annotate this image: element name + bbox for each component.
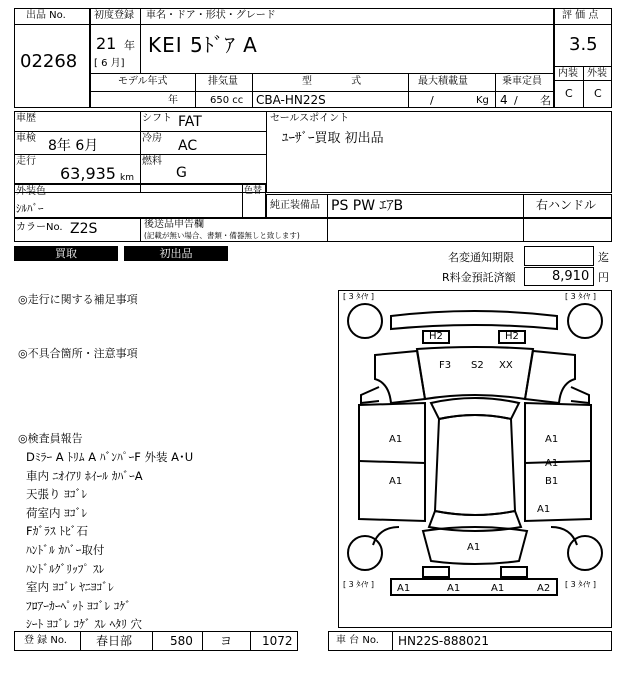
hood-outline <box>417 347 533 399</box>
reg-kana: ヨ <box>220 634 233 648</box>
damage-xx: XX <box>499 360 513 371</box>
mileage-unit: km <box>120 173 134 183</box>
reg-office: 春日部 <box>96 634 133 648</box>
driving-notes-label: ◎走行に関する補足事項 <box>18 293 138 306</box>
exterior-label: 外装 <box>587 68 607 79</box>
damage-bumper-3: A1 <box>491 583 505 594</box>
damage-right-quarter: A1 <box>537 504 551 515</box>
damage-h2-right: H2 <box>505 331 519 342</box>
color-change-label: 色替 <box>244 186 263 196</box>
color-label: 外装色 <box>16 186 46 197</box>
damage-rear-glass: A1 <box>467 542 481 553</box>
first-reg-month: [ 6 月] <box>94 58 125 69</box>
report-line: Fｶﾞﾗｽ ﾄﾋﾞ石 <box>26 524 89 539</box>
year-unit: 年 <box>124 39 135 52</box>
roof <box>435 415 515 515</box>
mirror-left <box>361 387 379 403</box>
ac-value: AC <box>178 138 198 154</box>
chassis-label: 車 台 No. <box>336 635 379 646</box>
history-label: 車歴 <box>16 113 36 124</box>
damage-h2-left: H2 <box>429 331 443 342</box>
report-line: Dﾐﾗｰ A ﾄﾘﾑ A ﾊﾞﾝﾊﾟｰF 外装 A･U <box>26 450 194 464</box>
capacity-label: 乗車定員 <box>502 76 542 87</box>
report-line: ﾊﾝﾄﾞﾙ ｶﾊﾞｰ取付 <box>26 543 105 557</box>
corner-label-tl: [ 3 ﾀｲﾔ ] <box>343 292 374 301</box>
color-box <box>14 184 266 218</box>
post-reg-note: (記載が無い場合、書類・備器無しと致します) <box>144 231 300 240</box>
name-change-unit: 迄 <box>598 251 609 264</box>
reg-number: 1072 <box>262 634 293 648</box>
damage-bumper-2: A1 <box>447 583 461 594</box>
front-fender-left <box>375 351 425 403</box>
color-no-label: カラーNo. <box>16 222 63 233</box>
lot-number: 02268 <box>20 51 78 72</box>
mirror-right <box>571 387 589 403</box>
report-line: 荷室内 ﾖｺﾞﾚ <box>26 505 88 520</box>
rear-lamp-left <box>423 567 449 577</box>
lot-label: 出品 No. <box>26 10 66 21</box>
front-bumper-outline <box>391 311 557 329</box>
fuel-value: G <box>176 165 187 181</box>
color-no-value: Z2S <box>70 221 98 237</box>
inspection-label: 車検 <box>16 133 36 144</box>
score-value: 3.5 <box>569 34 598 55</box>
corner-label-br: [ 3 ﾀｲﾔ ] <box>565 580 596 589</box>
capacity-slash: / <box>514 94 518 107</box>
tire-front-left <box>348 304 382 338</box>
exterior-grade: C <box>594 87 602 100</box>
first-reg-label: 初度登録 <box>94 10 134 21</box>
ac-label: 冷房 <box>142 133 162 144</box>
damage-s2: S2 <box>471 360 484 371</box>
shift-label: シフト <box>142 113 172 124</box>
car-name-label: 車名・ドア・形状・グレード <box>146 10 276 21</box>
sales-point-label: セールスポイント <box>270 113 350 124</box>
damage-bumper-4: A2 <box>537 583 551 594</box>
first-reg-year: 21 <box>96 34 117 53</box>
report-line: ｼｰﾄ ﾖｺﾞﾚ ｺｹﾞ ｽﾚ ﾍﾀﾘ 穴 <box>26 617 143 632</box>
color-no-box <box>14 218 612 242</box>
mileage-value: 63,935 <box>60 164 116 183</box>
damage-left-front: A1 <box>389 434 403 445</box>
displacement-value: 650 cc <box>210 95 244 106</box>
corner-label-tr: [ 3 ﾀｲﾔ ] <box>565 292 596 301</box>
mileage-label: 走行 <box>16 156 36 167</box>
capacity-unit: 名 <box>540 94 551 107</box>
tire-rear-right <box>568 536 602 570</box>
damage-diagram <box>338 290 612 628</box>
max-load-label: 最大積載量 <box>418 76 468 87</box>
recycle-value: 8,910 <box>552 269 590 284</box>
damage-f3: F3 <box>439 360 452 371</box>
chassis-value: HN22S-888021 <box>398 634 490 648</box>
tire-rear-left <box>348 536 382 570</box>
damage-right-rear: B1 <box>545 476 559 487</box>
damage-bumper-1: A1 <box>397 583 411 594</box>
post-reg-label: 後送品申告欄 <box>144 219 204 230</box>
std-equip-value: PS PW ｴｱB <box>331 198 404 214</box>
score-label: 評 価 点 <box>562 10 599 21</box>
name-change-label: 名変通知期限 <box>448 251 514 264</box>
recycle-label: R料金預託済額 <box>442 271 516 284</box>
type-label: 型 式 <box>302 76 380 87</box>
report-line: 室内 ﾖｺﾞﾚ ﾔﾆﾖｺﾞﾚ <box>26 580 114 595</box>
capacity-value: 4 <box>500 93 508 107</box>
inspection-value: 8年 6月 <box>48 138 99 154</box>
fuel-label: 燃料 <box>142 156 162 167</box>
steering-value: 右ハンドル <box>536 198 597 212</box>
std-equip-label: 純正装備品 <box>270 200 320 211</box>
damage-right-front: A1 <box>545 434 559 445</box>
type-value: CBA-HN22S <box>256 93 326 107</box>
inspector-label: ◎検査員報告 <box>18 432 83 445</box>
report-line: ﾌﾛｱｰｶｰﾍﾟｯﾄ ﾖｺﾞﾚ ｺｹﾞ <box>26 598 132 613</box>
corner-label-bl: [ 3 ﾀｲﾔ ] <box>343 580 374 589</box>
interior-label: 内装 <box>558 68 578 79</box>
recycle-unit: 円 <box>598 271 609 284</box>
report-line: ﾊﾝﾄﾞﾙｸﾞﾘｯﾌﾟ ｽﾚ <box>26 561 105 576</box>
color-value: ｼﾙﾊﾞｰ <box>16 202 44 215</box>
buyback-badge: 買取 <box>14 246 118 261</box>
name-change-box <box>524 246 594 266</box>
displacement-label: 排気量 <box>208 76 238 87</box>
reg-class: 580 <box>170 634 193 648</box>
sales-point-value: ﾕｰｻﾞｰ買取 初出品 <box>282 131 384 146</box>
car-outline-svg <box>339 291 611 627</box>
rear-bumper-outline <box>391 579 557 595</box>
first-listing-badge: 初出品 <box>124 246 228 261</box>
damage-left-rear: A1 <box>389 476 403 487</box>
rear-lamp-right <box>501 567 527 577</box>
reg-label: 登 録 No. <box>24 635 67 646</box>
damage-right-mid: A1 <box>545 458 559 469</box>
interior-grade: C <box>565 87 573 100</box>
shift-value: FAT <box>178 114 202 130</box>
tire-front-right <box>568 304 602 338</box>
max-load-unit: Kg <box>476 95 489 106</box>
defects-label: ◎不具合箇所・注意事項 <box>18 347 138 360</box>
model-year-label: モデル年式 <box>118 76 168 87</box>
model-year-unit: 年 <box>168 95 178 106</box>
max-load-slash: / <box>430 94 434 107</box>
report-line: 天張り ﾖｺﾞﾚ <box>26 487 88 502</box>
front-fender-right <box>525 351 575 403</box>
car-name: KEI 5ﾄﾞｱ A <box>148 33 258 57</box>
report-line: 車内 ﾆｵｲｱﾘ ﾎｲｰﾙ ｶﾊﾞｰA <box>26 468 143 483</box>
